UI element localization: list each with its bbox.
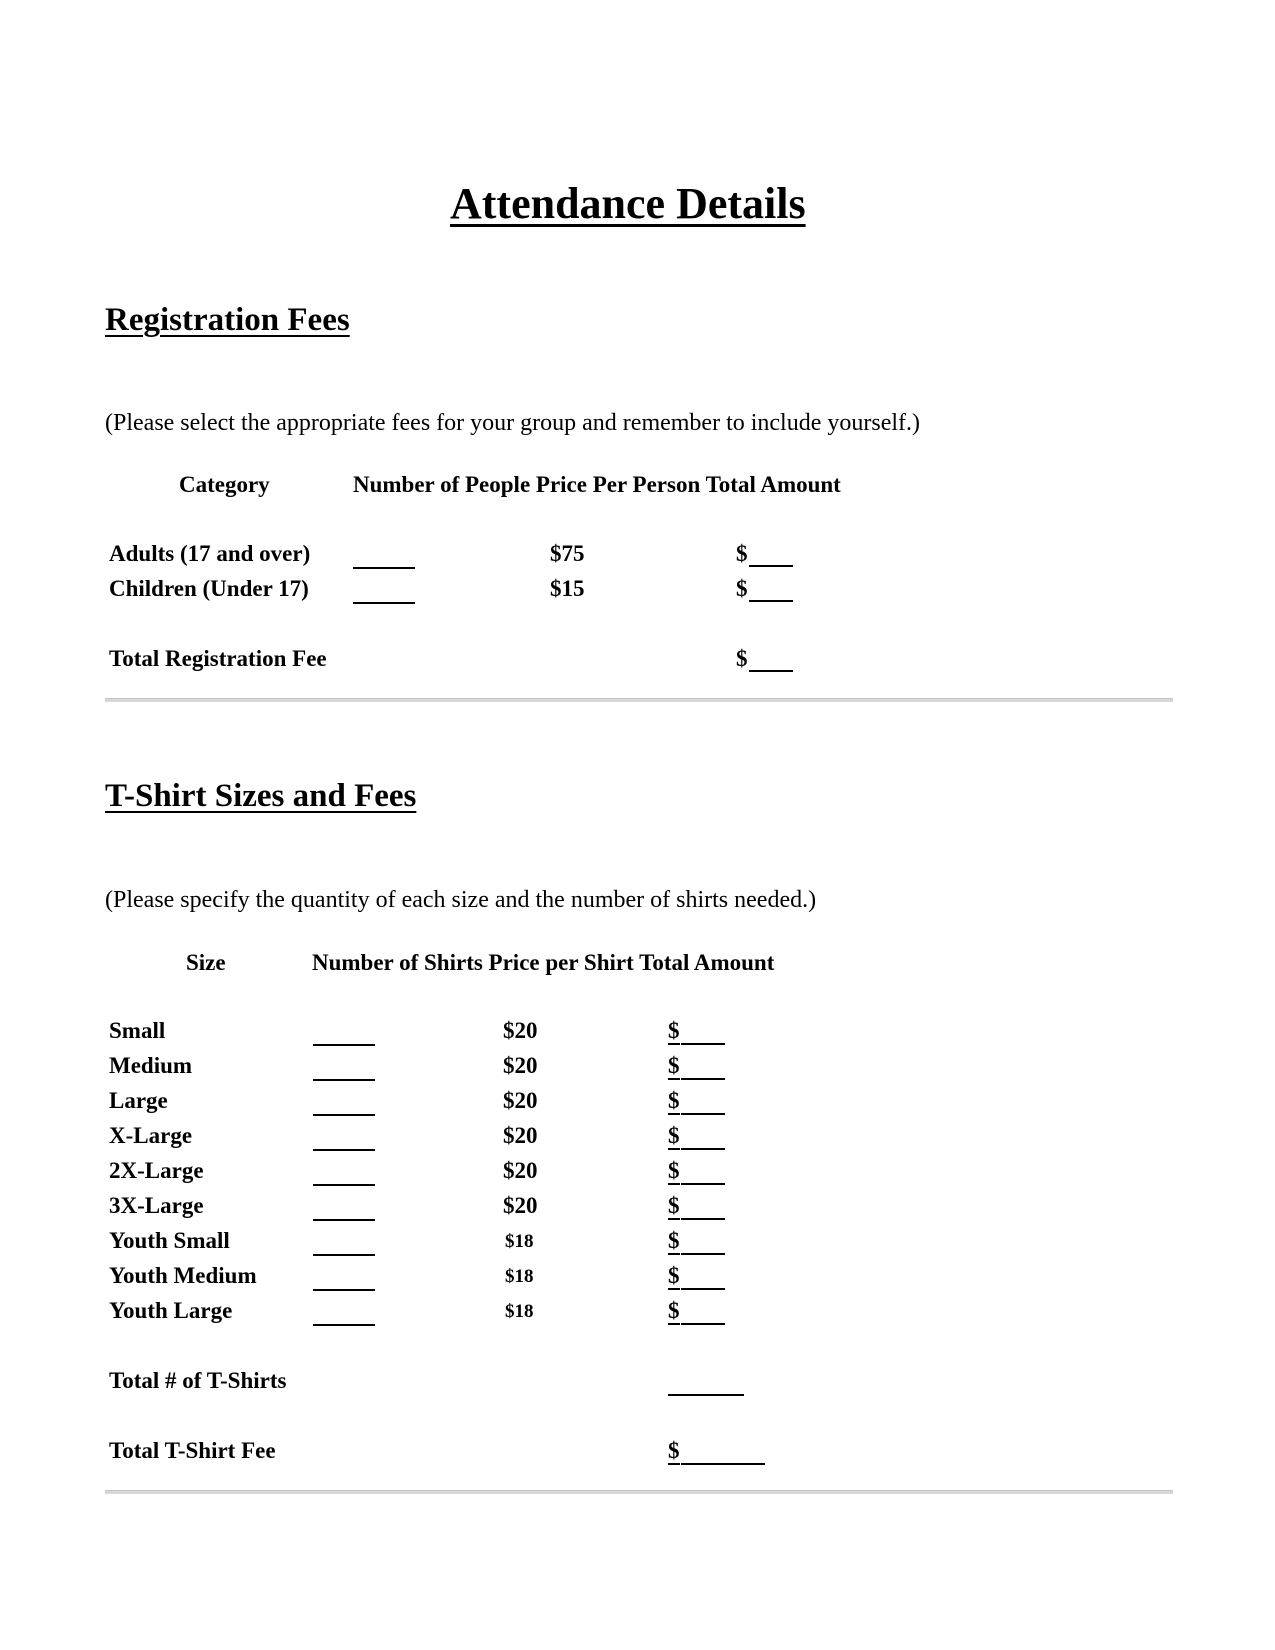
- tshirt-row-price: $20: [503, 1088, 538, 1113]
- registration-row-label: Children (Under 17): [109, 576, 309, 601]
- youth-large-count-field[interactable]: [313, 1324, 375, 1326]
- tshirt-row-label: 3X-Large: [109, 1193, 204, 1218]
- section-divider: [105, 698, 1173, 702]
- tshirt-note: (Please specify the quantity of each size and the number of shirts needed.): [105, 887, 817, 913]
- children-amount-field[interactable]: $: [736, 576, 793, 602]
- 2x-large-count-field[interactable]: [313, 1184, 375, 1186]
- tshirt-heading: T-Shirt Sizes and Fees: [105, 778, 417, 814]
- adults-count-field[interactable]: [353, 567, 415, 569]
- youth-small-count-field[interactable]: [313, 1254, 375, 1256]
- total-tshirts-label: Total # of T-Shirts: [109, 1368, 287, 1393]
- tshirt-row-label: Large: [109, 1088, 168, 1113]
- registration-column-headers: Number of People Price Per Person Total Amount: [353, 472, 841, 497]
- tshirt-row-label: Youth Large: [109, 1298, 233, 1323]
- children-count-field[interactable]: [353, 602, 415, 604]
- large-count-field[interactable]: [313, 1114, 375, 1116]
- tshirt-row-label: Medium: [109, 1053, 193, 1078]
- total-tshirt-fee-field[interactable]: $: [668, 1438, 765, 1465]
- small-count-field[interactable]: [313, 1044, 375, 1046]
- medium-amount-field[interactable]: $: [668, 1053, 725, 1080]
- tshirt-row-label: X-Large: [109, 1123, 193, 1148]
- tshirt-row-price: $20: [503, 1123, 538, 1148]
- section-divider: [105, 1490, 1173, 1494]
- tshirt-row-price: $18: [505, 1301, 534, 1322]
- x-large-count-field[interactable]: [313, 1149, 375, 1151]
- medium-count-field[interactable]: [313, 1079, 375, 1081]
- tshirt-row-price: $20: [503, 1158, 538, 1183]
- small-amount-field[interactable]: $: [668, 1018, 725, 1045]
- registration-row-price: $75: [550, 541, 585, 566]
- tshirt-row-price: $20: [503, 1053, 538, 1078]
- adults-amount-field[interactable]: $: [736, 541, 793, 567]
- registration-column-category: Category: [179, 472, 270, 497]
- youth-medium-count-field[interactable]: [313, 1289, 375, 1291]
- youth-large-amount-field[interactable]: $: [668, 1298, 725, 1325]
- registration-row-label: Adults (17 and over): [109, 541, 311, 566]
- total-tshirts-count-field[interactable]: [668, 1394, 744, 1396]
- tshirt-column-size: Size: [186, 950, 226, 975]
- tshirt-row-price: $18: [505, 1231, 534, 1252]
- tshirt-row-label: Small: [109, 1018, 166, 1043]
- 2x-large-amount-field[interactable]: $: [668, 1158, 725, 1185]
- page-title: Attendance Details: [450, 179, 806, 228]
- tshirt-row-label: Youth Medium: [109, 1263, 257, 1288]
- total-registration-label: Total Registration Fee: [109, 646, 327, 671]
- tshirt-row-label: Youth Small: [109, 1228, 230, 1253]
- tshirt-row-price: $20: [503, 1018, 538, 1043]
- registration-heading: Registration Fees: [105, 302, 350, 338]
- x-large-amount-field[interactable]: $: [668, 1123, 725, 1150]
- registration-note: (Please select the appropriate fees for your group and remember to include yourself.): [105, 410, 921, 436]
- youth-medium-amount-field[interactable]: $: [668, 1263, 725, 1290]
- 3x-large-count-field[interactable]: [313, 1219, 375, 1221]
- large-amount-field[interactable]: $: [668, 1088, 725, 1115]
- youth-small-amount-field[interactable]: $: [668, 1228, 725, 1255]
- total-tshirt-fee-label: Total T-Shirt Fee: [109, 1438, 276, 1463]
- tshirt-column-headers: Number of Shirts Price per Shirt Total Amount: [312, 950, 775, 975]
- 3x-large-amount-field[interactable]: $: [668, 1193, 725, 1220]
- tshirt-row-label: 2X-Large: [109, 1158, 204, 1183]
- registration-row-price: $15: [550, 576, 585, 601]
- total-registration-amount-field[interactable]: $: [736, 646, 793, 672]
- tshirt-row-price: $20: [503, 1193, 538, 1218]
- tshirt-row-price: $18: [505, 1266, 534, 1287]
